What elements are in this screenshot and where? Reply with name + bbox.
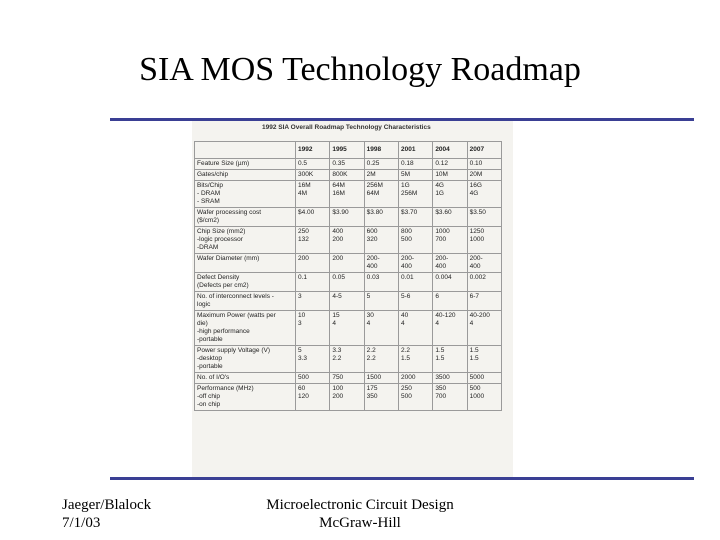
table-cell: 1.5 1.5	[467, 346, 501, 373]
table-cell: 200- 400	[433, 254, 467, 273]
table-row	[195, 384, 502, 411]
table-cell: 0.01	[398, 273, 432, 292]
table-cell: 0.18	[398, 159, 432, 170]
table-cell: $3.60	[433, 208, 467, 227]
table-cell: 200- 400	[364, 254, 398, 273]
table-cell: 200- 400	[398, 254, 432, 273]
table-cell: 500 1000	[467, 384, 501, 411]
header-cell: 1998	[364, 142, 398, 159]
table-cell: 40 4	[398, 311, 432, 346]
table-cell: $3.80	[364, 208, 398, 227]
table-cell: $3.50	[467, 208, 501, 227]
table-cell: 0.004	[433, 273, 467, 292]
table-cell: 0.1	[296, 273, 330, 292]
table-cell: 60 120	[296, 384, 330, 411]
table-row	[195, 273, 502, 292]
table-cell: 6-7	[467, 292, 501, 311]
row-label: Power supply Voltage (V) -desktop -portable	[195, 346, 296, 373]
row-label: Maximum Power (watts per die) -high performance -portable	[195, 311, 296, 346]
table-cell: 0.35	[330, 159, 364, 170]
table-cell: 0.03	[364, 273, 398, 292]
row-label: Feature Size (µm)	[195, 159, 296, 170]
header-cell	[195, 142, 296, 159]
footer-divider	[110, 477, 694, 480]
table-cell: 0.25	[364, 159, 398, 170]
table-cell: 1250 1000	[467, 227, 501, 254]
table-row	[195, 254, 502, 273]
table-cell: 40-120 4	[433, 311, 467, 346]
table-cell: 5M	[398, 170, 432, 181]
table-cell: $3.90	[330, 208, 364, 227]
footer-authors	[62, 496, 151, 532]
row-label: Defect Density (Defects per cm2)	[195, 273, 296, 292]
table-cell: 4G 1G	[433, 181, 467, 208]
table-row	[195, 373, 502, 384]
footer-publisher: McGraw-Hill	[319, 515, 401, 531]
table-cell: 1500	[364, 373, 398, 384]
footer-date: 7/1/03	[62, 515, 101, 531]
table-row	[195, 181, 502, 208]
table-cell: 3500	[433, 373, 467, 384]
table-header-row	[195, 142, 502, 159]
table-cell: 300K	[296, 170, 330, 181]
row-label: No. of interconnect levels - logic	[195, 292, 296, 311]
row-label: No. of I/O's	[195, 373, 296, 384]
table-cell: 10 3	[296, 311, 330, 346]
row-label: Bits/Chip - DRAM - SRAM	[195, 181, 296, 208]
table-cell: 0.05	[330, 273, 364, 292]
table-cell: 5-6	[398, 292, 432, 311]
table-cell: 100 200	[330, 384, 364, 411]
table-cell: 5 3.3	[296, 346, 330, 373]
table-row	[195, 346, 502, 373]
footer-book	[230, 496, 490, 532]
table-cell: 0.002	[467, 273, 501, 292]
table-cell: $4.00	[296, 208, 330, 227]
header-cell: 1995	[330, 142, 364, 159]
table-cell: 16G 4G	[467, 181, 501, 208]
table-cell: 4-5	[330, 292, 364, 311]
header-cell: 2004	[433, 142, 467, 159]
table-row	[195, 227, 502, 254]
roadmap-table	[194, 141, 502, 411]
table-cell: 30 4	[364, 311, 398, 346]
table-cell: 2.2 2.2	[364, 346, 398, 373]
table-row	[195, 159, 502, 170]
table-cell: 1000 700	[433, 227, 467, 254]
header-cell: 2001	[398, 142, 432, 159]
table-cell: 1G 256M	[398, 181, 432, 208]
table-cell: 0.10	[467, 159, 501, 170]
table-cell: 250 132	[296, 227, 330, 254]
table-cell: 3.3 2.2	[330, 346, 364, 373]
header-cell: 1992	[296, 142, 330, 159]
table-cell: $3.70	[398, 208, 432, 227]
row-label: Wafer Diameter (mm)	[195, 254, 296, 273]
table-row	[195, 292, 502, 311]
table-cell: 5000	[467, 373, 501, 384]
table-cell: 0.5	[296, 159, 330, 170]
table-cell: 2.2 1.5	[398, 346, 432, 373]
table-cell: 500	[296, 373, 330, 384]
table-cell: 10M	[433, 170, 467, 181]
table-cell: 350 700	[433, 384, 467, 411]
table-row	[195, 208, 502, 227]
table-cell: 16M 4M	[296, 181, 330, 208]
header-cell: 2007	[467, 142, 501, 159]
table-row	[195, 311, 502, 346]
table-cell: 800K	[330, 170, 364, 181]
table-cell: 0.12	[433, 159, 467, 170]
table-cell: 20M	[467, 170, 501, 181]
slide-title: SIA MOS Technology Roadmap	[139, 51, 581, 88]
table-cell: 256M 64M	[364, 181, 398, 208]
table-cell: 600 320	[364, 227, 398, 254]
table-body	[195, 159, 502, 411]
table-cell: 2000	[398, 373, 432, 384]
table-cell: 750	[330, 373, 364, 384]
table-cell: 3	[296, 292, 330, 311]
table-cell: 6	[433, 292, 467, 311]
roadmap-table-image	[192, 121, 513, 478]
table-cell: 200	[330, 254, 364, 273]
row-label: Performance (MHz) -off chip -on chip	[195, 384, 296, 411]
table-cell: 2M	[364, 170, 398, 181]
table-cell: 64M 16M	[330, 181, 364, 208]
table-cell: 200- 400	[467, 254, 501, 273]
table-cell: 175 350	[364, 384, 398, 411]
table-cell: 5	[364, 292, 398, 311]
footer-authors-name: Jaeger/Blalock	[62, 497, 152, 513]
table-caption: 1992 SIA Overall Roadmap Technology Characteristics	[262, 124, 431, 131]
table-row	[195, 170, 502, 181]
table-cell: 200	[296, 254, 330, 273]
table-cell: 400 200	[330, 227, 364, 254]
footer-book-title: Microelectronic Circuit Design	[266, 497, 454, 513]
table-cell: 1.5 1.5	[433, 346, 467, 373]
row-label: Wafer processing cost ($/cm2)	[195, 208, 296, 227]
table-cell: 15 4	[330, 311, 364, 346]
row-label: Gates/chip	[195, 170, 296, 181]
table-cell: 250 500	[398, 384, 432, 411]
table-cell: 40-200 4	[467, 311, 501, 346]
row-label: Chip Size (mm2) -logic processor -DRAM	[195, 227, 296, 254]
table-cell: 800 500	[398, 227, 432, 254]
